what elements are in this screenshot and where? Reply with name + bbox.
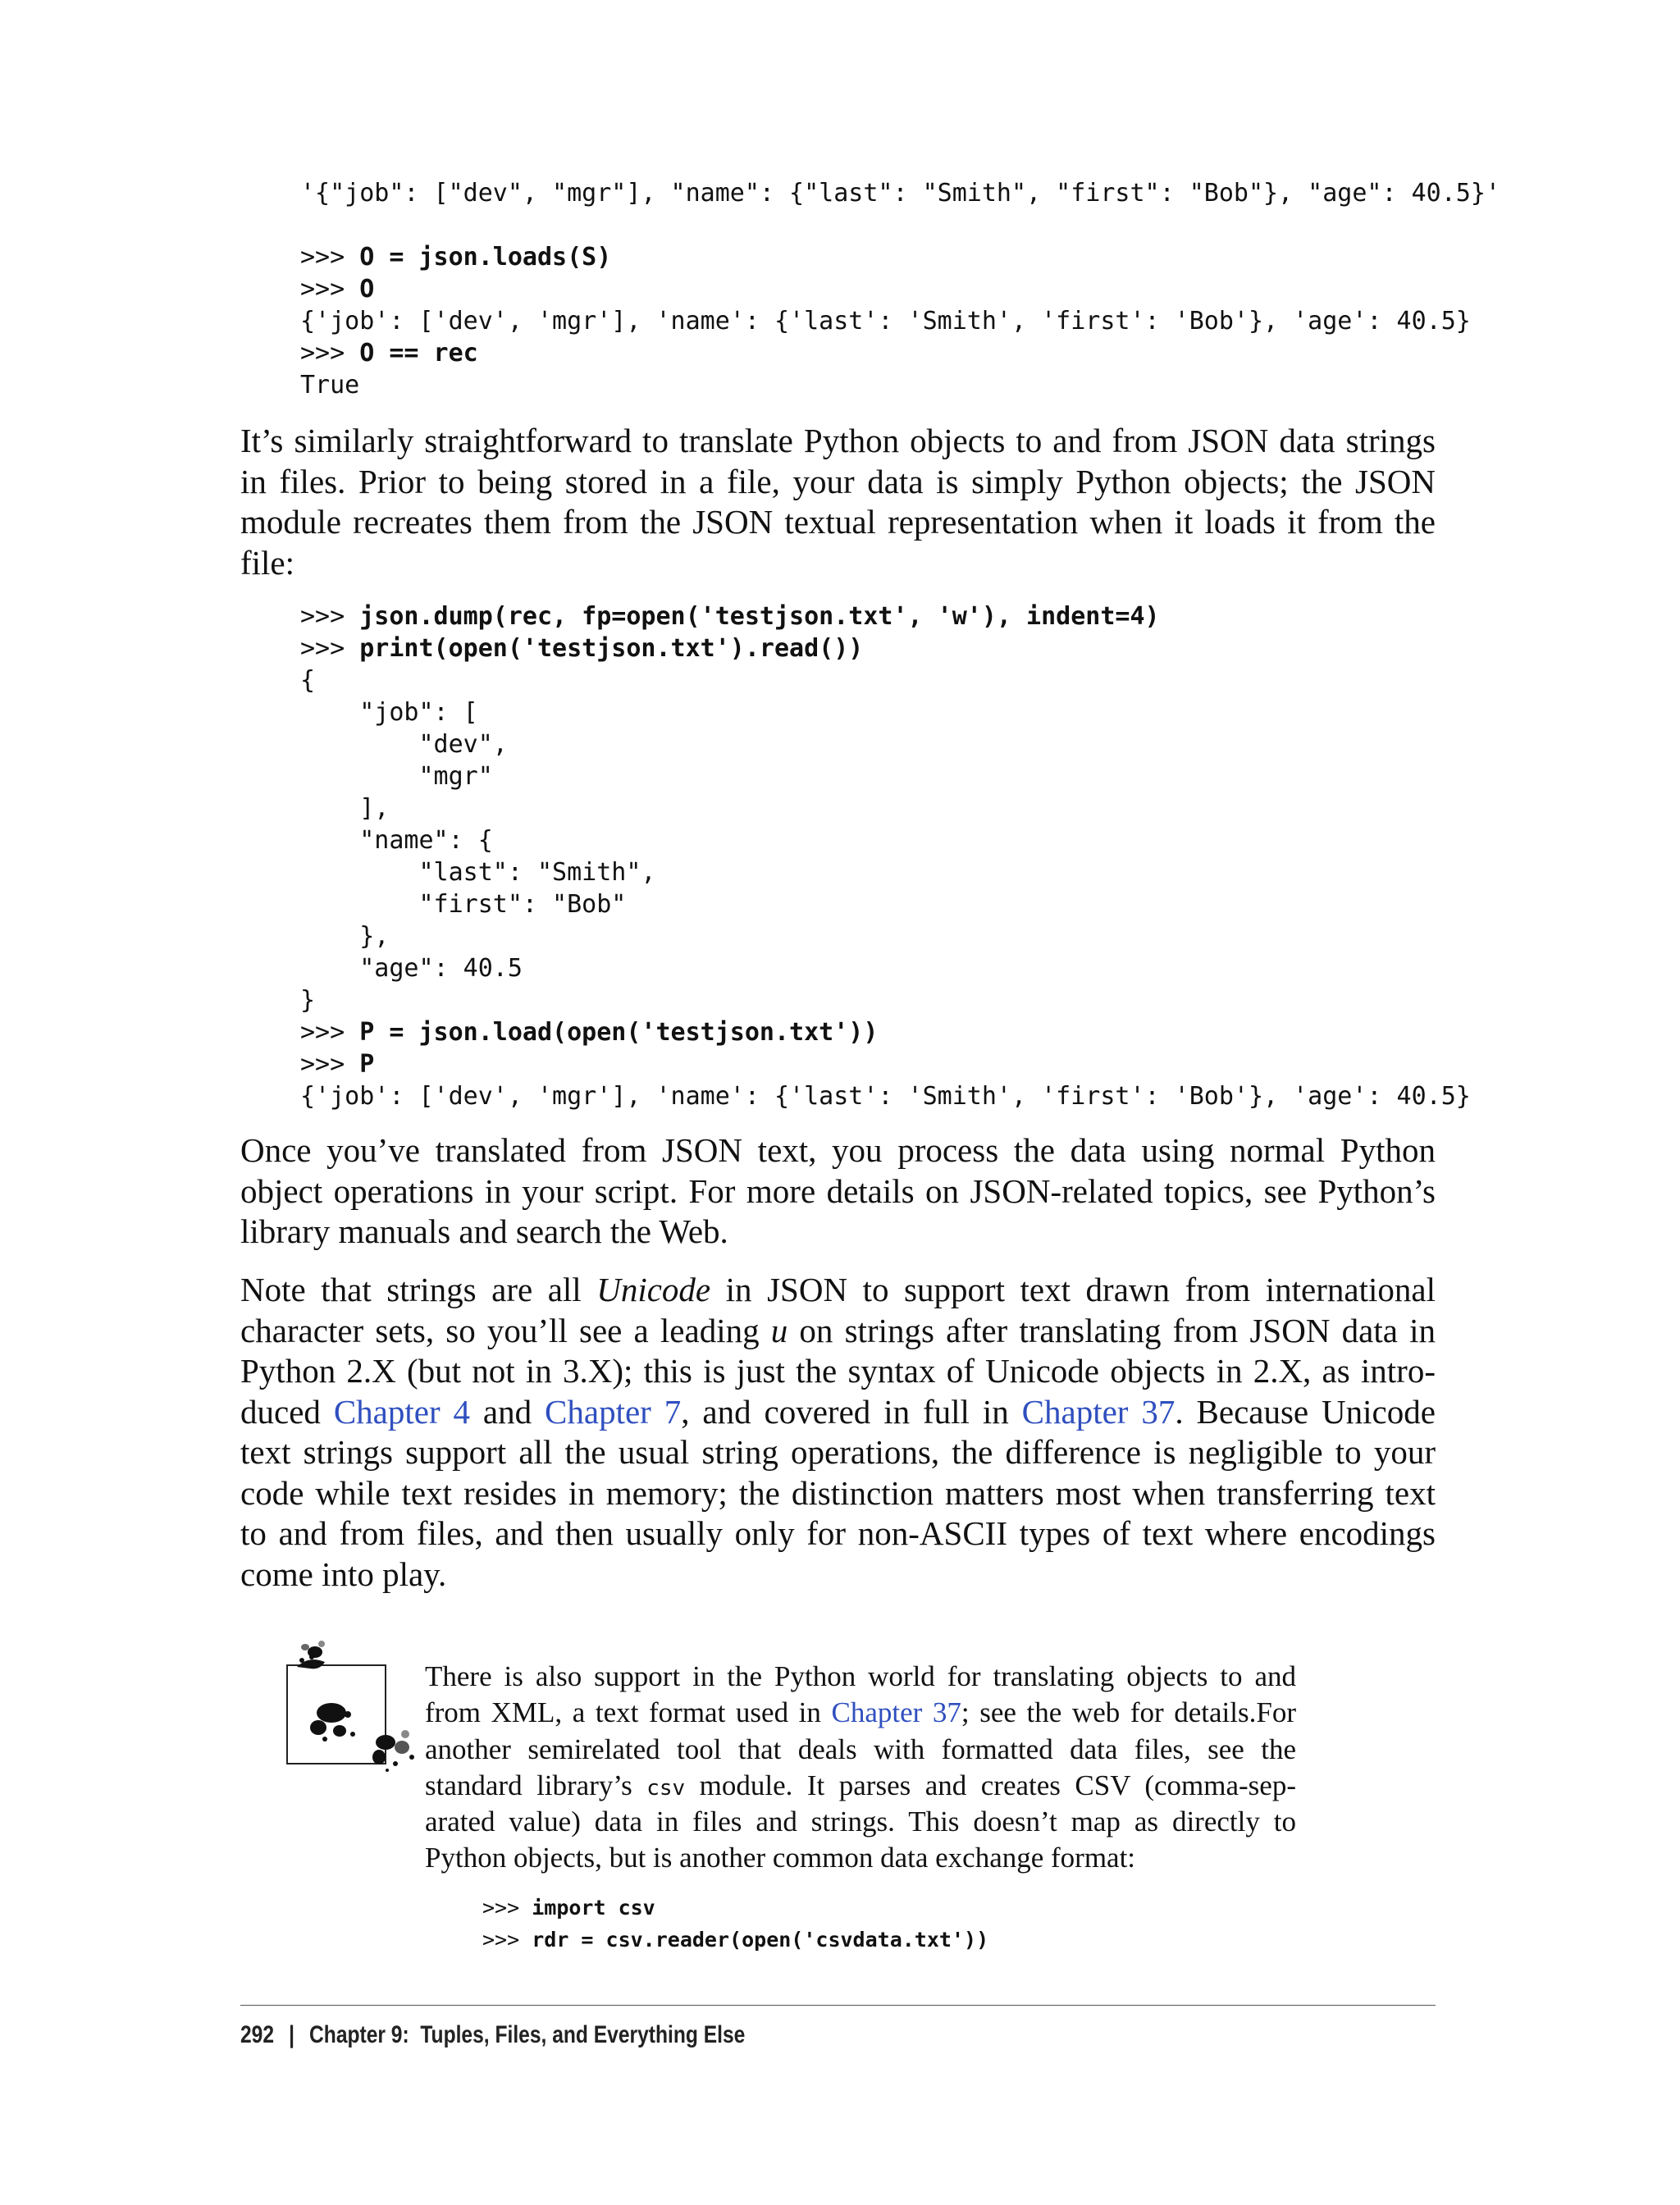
code-line: "name": { [300,826,493,855]
link-chapter-37[interactable]: Chapter 37 [1021,1392,1176,1431]
code-block-json-dump [300,600,1471,1112]
code-line: >>> import csv [482,1896,655,1920]
paragraph-json-processing [240,1130,1436,1253]
text-line: file: [240,543,295,582]
link-chapter-4[interactable]: Chapter 4 [333,1392,471,1431]
text-line: come into play. [240,1554,447,1593]
code-line: ], [300,794,390,823]
code-line: "first": "Bob" [300,890,627,919]
code-line: } [300,986,316,1015]
code-line: >>> O [300,275,375,304]
text-line: to and from files, and then usually only for non-ASCII types of text where encodings [240,1514,1436,1552]
code-line: "mgr" [300,762,493,791]
text-line: Note that strings are all Unicode in JSON to support text drawn from international [240,1271,1436,1308]
text-line: module recreates them from the JSON textual representation when it loads it from the [240,503,1436,541]
text-line: in files. Prior to being stored in a file, your data is simply Python objects; the JSON [240,462,1436,500]
text-line: duced Chapter 4 and Chapter 7, and covered in full in Chapter 37. Because Unicode [240,1392,1436,1431]
code-block-json-loads [300,177,1500,401]
link-chapter-37[interactable]: Chapter 37 [831,1696,961,1729]
text-line: code while text resides in memory; the distinction matters most when transferring text [240,1473,1436,1512]
text-line: from XML, a text format used in Chapter 37; see the web for details.For [425,1696,1296,1729]
footer-separator: | [289,2021,294,2048]
code-line: {'job': ['dev', 'mgr'], 'name': {'last': 'Smith', 'first': 'Bob'}, 'age': 40.5} [300,1082,1471,1111]
code-line: "dev", [300,730,508,759]
paragraph-unicode-note [240,1270,1436,1595]
code-line: "last": "Smith", [300,858,656,887]
page-footer [240,2021,745,2049]
code-line: >>> O == rec [300,339,478,368]
code-line: { [300,666,316,695]
code-line: True [300,371,360,399]
code-line: "job": [ [300,698,478,727]
text-line: standard library’s csv module. It parses and creates CSV (comma-sep- [425,1769,1296,1801]
code-line [300,209,1500,241]
tip-icon [282,1637,423,1777]
code-line: '{"job": ["dev", "mgr"], "name": {"last": "Smith", "first": "Bob"}, "age": 40.5}' [300,179,1500,208]
footer-rule [240,2005,1436,2006]
link-chapter-7[interactable]: Chapter 7 [545,1392,682,1431]
text-line: character sets, so you’ll see a leading u on strings after translating from JSON data in [240,1311,1436,1349]
tip-note-text [425,1659,1296,1877]
code-line: >>> print(open('testjson.txt').read()) [300,634,864,663]
code-line: >>> rdr = csv.reader(open('csvdata.txt')) [482,1928,989,1952]
text-line: library manuals and search the Web. [240,1212,728,1250]
code-line: }, [300,922,390,951]
text-line: Python objects, but is another common data exchange format: [425,1842,1136,1874]
text-line: text strings support all the usual string operations, the difference is negligible to your [240,1433,1436,1471]
text-line: object operations in your script. For more details on JSON-related topics, see Python’s [240,1171,1436,1210]
code-line: >>> json.dump(rec, fp=open('testjson.txt', 'w'), indent=4) [300,602,1160,631]
text-line: Python 2.X (but not in 3.X); this is just the syntax of Unicode objects in 2.X, as intro- [240,1352,1436,1390]
text-line: another semirelated tool that deals with formatted data files, see the [425,1732,1296,1765]
text-line: arated value) data in files and strings. This doesn’t map as directly to [425,1806,1296,1838]
text-line: There is also support in the Python world for translating objects to and [425,1660,1296,1692]
code-block-csv [482,1892,988,1956]
code-line: "age": 40.5 [300,954,523,983]
chapter-title: Chapter 9: Tuples, Files, and Everything Else [309,2021,746,2048]
text-line: It’s similarly straightforward to translate Python objects to and from JSON data strings [240,422,1436,459]
page-number: 292 [240,2021,275,2048]
code-line: {'job': ['dev', 'mgr'], 'name': {'last': 'Smith', 'first': 'Bob'}, 'age': 40.5} [300,307,1471,336]
text-line: Once you’ve translated from JSON text, you process the data using normal Python [240,1131,1436,1169]
code-line: >>> O = json.loads(S) [300,243,612,272]
code-line: >>> P [300,1050,375,1079]
paragraph-json-files [240,421,1436,583]
code-line: >>> P = json.load(open('testjson.txt')) [300,1018,879,1047]
